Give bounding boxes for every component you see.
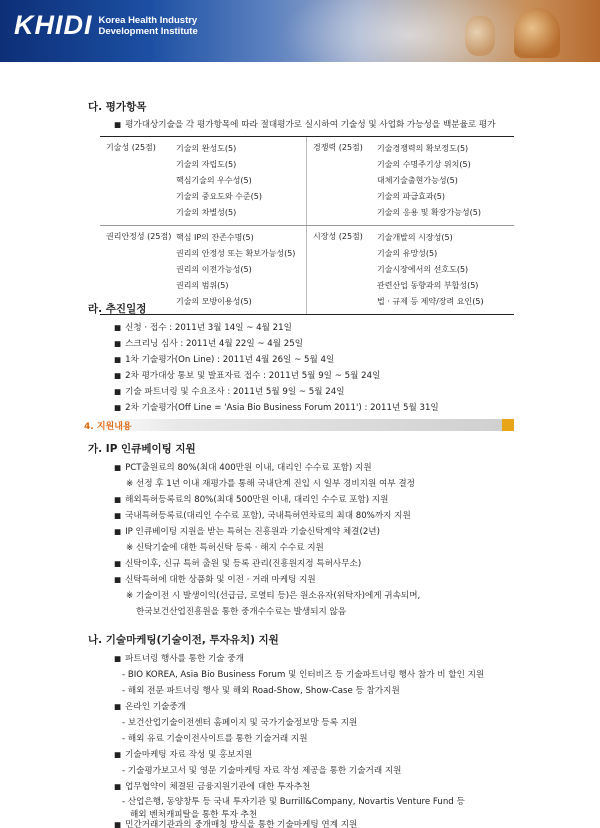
logo-line2: Development Institute (98, 25, 198, 37)
table-row (100, 226, 514, 314)
table-item: 법 · 규제 등 제약/장려 요인(5) (377, 297, 484, 306)
marketing-line: ■ 온라인 기술중개 (114, 700, 186, 712)
banner-glow (280, 0, 540, 62)
ip-line: ■ 국내특허등록료(대리인 수수료 포함), 국내특허연차료의 최대 80%까지 지원 (114, 509, 411, 521)
items-cell (176, 226, 307, 314)
table-item: 기술경쟁력의 확보정도(5) (377, 144, 469, 153)
schedule-item: ■ 1차 기술평가(On Line) : 2011년 4월 26일 ~ 5월 4일 (114, 353, 334, 365)
ip-line: ■ IP 인큐베이팅 지원을 받는 특허는 진흥원과 기술신탁계약 체결(2년) (114, 525, 380, 537)
khidi-logo (14, 10, 198, 41)
section-title-ip: 가. IP 인큐베이팅 지원 (88, 443, 196, 455)
table-item: 기술의 모방이용성(5) (176, 297, 252, 306)
table-item: 기술의 유망성(5) (377, 249, 438, 258)
flask-image (465, 16, 495, 56)
evaluation-intro: ■ 평가대상기술을 각 평가항목에 따라 절대평가로 실시하여 기술성 및 사업화 가능성을 백분율로 평가 (114, 118, 496, 130)
items-cell (377, 226, 508, 314)
logo-line1: Korea Health Industry (98, 14, 198, 26)
ip-line: ■ 해외특허등록료의 80%(최대 500만원 이내, 대리인 수수료 포함) 지원 (114, 493, 388, 505)
table-item: 기술의 응용 및 확장가능성(5) (377, 208, 481, 217)
marketing-detail: 해외 벤처캐피탈을 통한 투자 추천 (130, 810, 258, 820)
table-item: 기술의 차별성(5) (176, 208, 237, 217)
table-item: 권리의 이전가능성(5) (176, 265, 252, 274)
table-item: 기술의 자립도(5) (176, 160, 237, 169)
section-title-marketing: 나. 기술마케팅(기술이전, 투자유치) 지원 (88, 634, 279, 646)
marketing-line: ■ 파트너링 행사를 통한 기술 중개 (114, 652, 244, 664)
schedule-item: ■ 2차 기술평가(Off Line = 'Asia Bio Business Forum 2011') : 2011년 5월 31일 (114, 401, 439, 413)
ip-line: ■ 신탁이후, 신규 특허 출원 및 등록 관리(진흥원지정 특허사무소) (114, 557, 361, 569)
table-row (100, 137, 514, 226)
schedule-item: ■ 스크리닝 심사 : 2011년 4월 22일 ~ 4월 25일 (114, 337, 303, 349)
header-banner (0, 0, 600, 62)
evaluation-table (100, 136, 514, 315)
category-cell: 기술성 (25점) (106, 143, 156, 152)
schedule-item: ■ 신청 · 접수 : 2011년 3월 14일 ~ 4월 21일 (114, 321, 292, 333)
marketing-line: ■ 민간거래기관과의 중개매칭 방식을 통한 기술마케팅 연계 지원 (114, 818, 357, 828)
category-cell: 시장성 (25점) (313, 232, 363, 241)
category-cell: 권리안정성 (25점) (106, 232, 172, 241)
table-item: 기술의 파급효과(5) (377, 192, 445, 201)
ip-note: 한국보건산업진흥원을 통한 중개수수료는 발생되지 않음 (136, 607, 347, 617)
table-item: 권리의 범위(5) (176, 281, 229, 290)
marketing-detail: - 해외 전문 파트너링 행사 및 해외 Road-Show, Show-Case 등 참가지원 (122, 686, 400, 696)
marketing-line: ■ 기술마케팅 자료 작성 및 홍보지원 (114, 748, 252, 760)
table-item: 대체기술출현가능성(5) (377, 176, 458, 185)
ip-note: ※ 기술이전 시 발생이익(선급금, 로열티 등)은 원소유자(위탁자)에게 귀속되며, (126, 591, 421, 601)
ip-note: ※ 선정 후 1년 이내 재평가를 통해 국내단계 진입 시 일부 경비지원 여부 결정 (126, 479, 415, 489)
ip-note: ※ 신탁기술에 대한 특허신탁 등록 · 해지 수수료 지원 (126, 543, 324, 553)
section-4-bar (84, 419, 514, 432)
logo-mark: KHIDI (14, 10, 93, 40)
section-title-schedule: 라. 추진일정 (88, 303, 147, 315)
section-title-evaluation: 다. 평가항목 (88, 101, 147, 113)
ip-line: ■ PCT출원료의 80%(최대 400만원 이내, 대리인 수수료 포함) 지원 (114, 461, 372, 473)
items-cell (377, 137, 508, 225)
table-item: 기술의 중요도와 수준(5) (176, 192, 262, 201)
marketing-detail: - 보건산업기술이전센터 홈페이지 및 국가기술정보망 등록 지원 (122, 718, 358, 728)
category-cell: 경쟁력 (25점) (313, 143, 363, 152)
table-item: 기술의 완성도(5) (176, 144, 237, 153)
marketing-detail: - 기술평가보고서 및 영문 기술마케팅 자료 작성 제공을 통한 기술거래 지원 (122, 766, 402, 776)
table-item: 핵심 IP의 잔존수명(5) (176, 233, 254, 242)
table-item: 핵심기술의 우수성(5) (176, 176, 252, 185)
marketing-detail: - 해외 유료 기술이전사이트를 통한 기술거래 지원 (122, 734, 308, 744)
table-item: 기술시장에서의 선호도(5) (377, 265, 469, 274)
ip-line: ■ 신탁특허에 대한 상품화 및 이전 · 거래 마케팅 지원 (114, 573, 316, 585)
table-item: 관련산업 동향과의 부합성(5) (377, 281, 479, 290)
accent-square (502, 419, 514, 431)
logo-text (99, 15, 198, 37)
table-item: 권리의 안정성 또는 확보가능성(5) (176, 249, 296, 258)
section-4-title: 4. 지원내용 (84, 422, 132, 432)
marketing-line: ■ 업무협약이 체결된 금융지원기관에 대한 투자추천 (114, 780, 310, 792)
schedule-item: ■ 기술 파트너링 및 수요조사 : 2011년 5월 9일 ~ 5월 24일 (114, 385, 345, 397)
table-item: 기술의 수명주기상 위치(5) (377, 160, 471, 169)
schedule-item: ■ 2차 평가대상 통보 및 발표자료 접수 : 2011년 5월 9일 ~ 5월 24일 (114, 369, 380, 381)
marketing-detail: - 산업은행, 동양창투 등 국내 투자기관 및 Burrill&Company, Novartis Venture Fund 등 (122, 797, 465, 807)
flask-image (514, 8, 560, 58)
items-cell (176, 137, 307, 225)
table-item: 기술개발의 시장성(5) (377, 233, 453, 242)
marketing-detail: - BIO KOREA, Asia Bio Business Forum 및 인터비즈 등 기술파트너링 행사 참가 비 할인 지원 (122, 670, 485, 680)
